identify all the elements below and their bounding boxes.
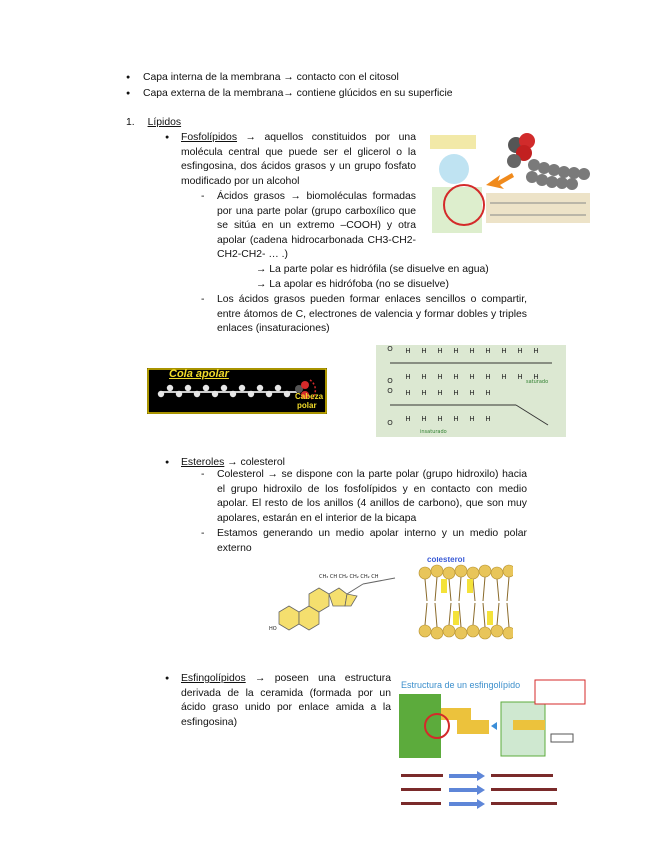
svg-text:O: O — [387, 345, 393, 353]
svg-text:H: H — [421, 389, 427, 397]
sphingolipid-figure-title: Estructura de un esfingolípido — [401, 680, 521, 690]
medio-apolar-item — [217, 527, 527, 556]
svg-text:H: H — [453, 415, 459, 423]
svg-text:H: H — [405, 373, 411, 381]
svg-text:H: H — [485, 347, 491, 355]
svg-text:H: H — [437, 373, 443, 381]
cola-apolar-figure — [147, 368, 327, 414]
svg-text:H: H — [437, 347, 443, 355]
svg-text:H: H — [517, 373, 523, 381]
section-title: Lípidos — [147, 117, 182, 128]
enlaces-item — [217, 293, 527, 337]
intro-bullet-2 — [143, 87, 453, 102]
cola-apolar-label: Cola apolar — [169, 368, 229, 380]
svg-text:H: H — [469, 347, 475, 355]
colesterol-label: colesterol — [427, 557, 465, 564]
svg-text:H: H — [453, 373, 459, 381]
svg-text:H: H — [437, 389, 443, 397]
svg-text:H: H — [421, 415, 427, 423]
unsaturated-label: insaturado — [420, 429, 447, 435]
fatty-acid-chains-figure — [376, 345, 566, 437]
esfingolipidos-paragraph — [181, 672, 391, 730]
cholesterol-structure-figure — [267, 566, 407, 636]
svg-text:O: O — [387, 419, 393, 427]
fosfolipidos-paragraph — [181, 131, 416, 189]
svg-text:H: H — [485, 389, 491, 397]
saturated-label: saturado — [526, 379, 549, 385]
apolar-hydrophobic-text: → La apolar es hidrófoba (no se disuelve) — [256, 279, 449, 290]
svg-text:O: O — [387, 387, 393, 395]
svg-text:H: H — [437, 415, 443, 423]
svg-text:H: H — [533, 347, 539, 355]
phospholipid-structure-figure — [424, 127, 594, 239]
intro-bullet-1-text: Capa interna de la membrana → contacto con el citosol — [143, 72, 399, 83]
esfingolipidos-text: → poseen una estructura derivada de la ceramida (formada por un ácido graso unido por enlace amida a la esfingosina) — [181, 673, 391, 728]
svg-text:H: H — [469, 415, 475, 423]
acidos-grasos-item — [217, 190, 416, 263]
svg-text:H: H — [517, 347, 523, 355]
svg-text:HO: HO — [269, 626, 277, 632]
svg-text:H: H — [485, 415, 491, 423]
svg-text:H: H — [469, 389, 475, 397]
section-number: 1. — [126, 117, 135, 128]
svg-text:H: H — [453, 389, 459, 397]
medio-apolar-text: Estamos generando un medio apolar interno y un medio polar externo — [217, 528, 527, 554]
fosfolipidos-text: → aquellos constituidos por una molécula central que puede ser el glicerol o la esfingosina, dos ácidos grasos y un grupo fosfato modificado por un alcohol — [181, 132, 416, 187]
fosfolipidos-term: Fosfolípidos — [181, 132, 238, 143]
sphingolipid-structure-figure — [397, 676, 589, 812]
esteroles-term: Esteroles — [181, 457, 225, 468]
section-heading — [126, 116, 181, 131]
bilayer-cholesterol-figure — [417, 557, 513, 643]
svg-text:H: H — [453, 347, 459, 355]
acidos-grasos-text: Ácidos grasos → biomoléculas formadas por una parte polar (grupo carboxílico que se sitúa en un extremo –COOH) y otra apolar (cadena hidrocarbonada CH3-CH2-CH2-CH2- … .) — [217, 191, 416, 261]
svg-text:H: H — [421, 347, 427, 355]
svg-text:H: H — [533, 373, 539, 381]
intro-bullet-1 — [143, 71, 399, 86]
colesterol-text: Colesterol → se dispone con la parte polar (grupo hidroxilo) hacia el grupo hidroxilo de los fosfolípidos y en contacto con medio apolar. El resto de los anillos (4 anillos de carbono), que son muy apolares, estarán en el interior de la bicapa — [217, 469, 527, 524]
svg-text:H: H — [469, 373, 475, 381]
svg-text:CH₃ CH CH₂ CH₂ CH₂ CH: CH₃ CH CH₂ CH₂ CH₂ CH — [319, 574, 379, 580]
svg-text:H: H — [501, 373, 507, 381]
esteroles-text: → colesterol — [224, 457, 285, 468]
esfingolipidos-term: Esfingolípidos — [181, 673, 246, 684]
svg-text:H: H — [405, 389, 411, 397]
svg-text:H: H — [405, 347, 411, 355]
apolar-hydrophobic-note — [256, 278, 449, 293]
svg-text:H: H — [405, 415, 411, 423]
cabeza-label: Cabeza — [295, 392, 324, 401]
svg-text:H: H — [485, 373, 491, 381]
svg-text:H: H — [501, 347, 507, 355]
svg-text:H: H — [421, 373, 427, 381]
colesterol-item — [217, 468, 527, 526]
enlaces-text: Los ácidos grasos pueden formar enlaces sencillos o compartir, entre átomos de C, electrones de valencia y formar dobles y triples enlaces (insaturaciones) — [217, 294, 527, 335]
polar-label: polar — [297, 401, 317, 410]
polar-hydrophilic-note — [256, 263, 489, 278]
polar-hydrophilic-text: → La parte polar es hidrófila (se disuelve en agua) — [256, 264, 489, 275]
svg-text:O: O — [387, 377, 393, 385]
intro-bullet-2-text: Capa externa de la membrana→ contiene glúcidos en su superficie — [143, 88, 453, 99]
